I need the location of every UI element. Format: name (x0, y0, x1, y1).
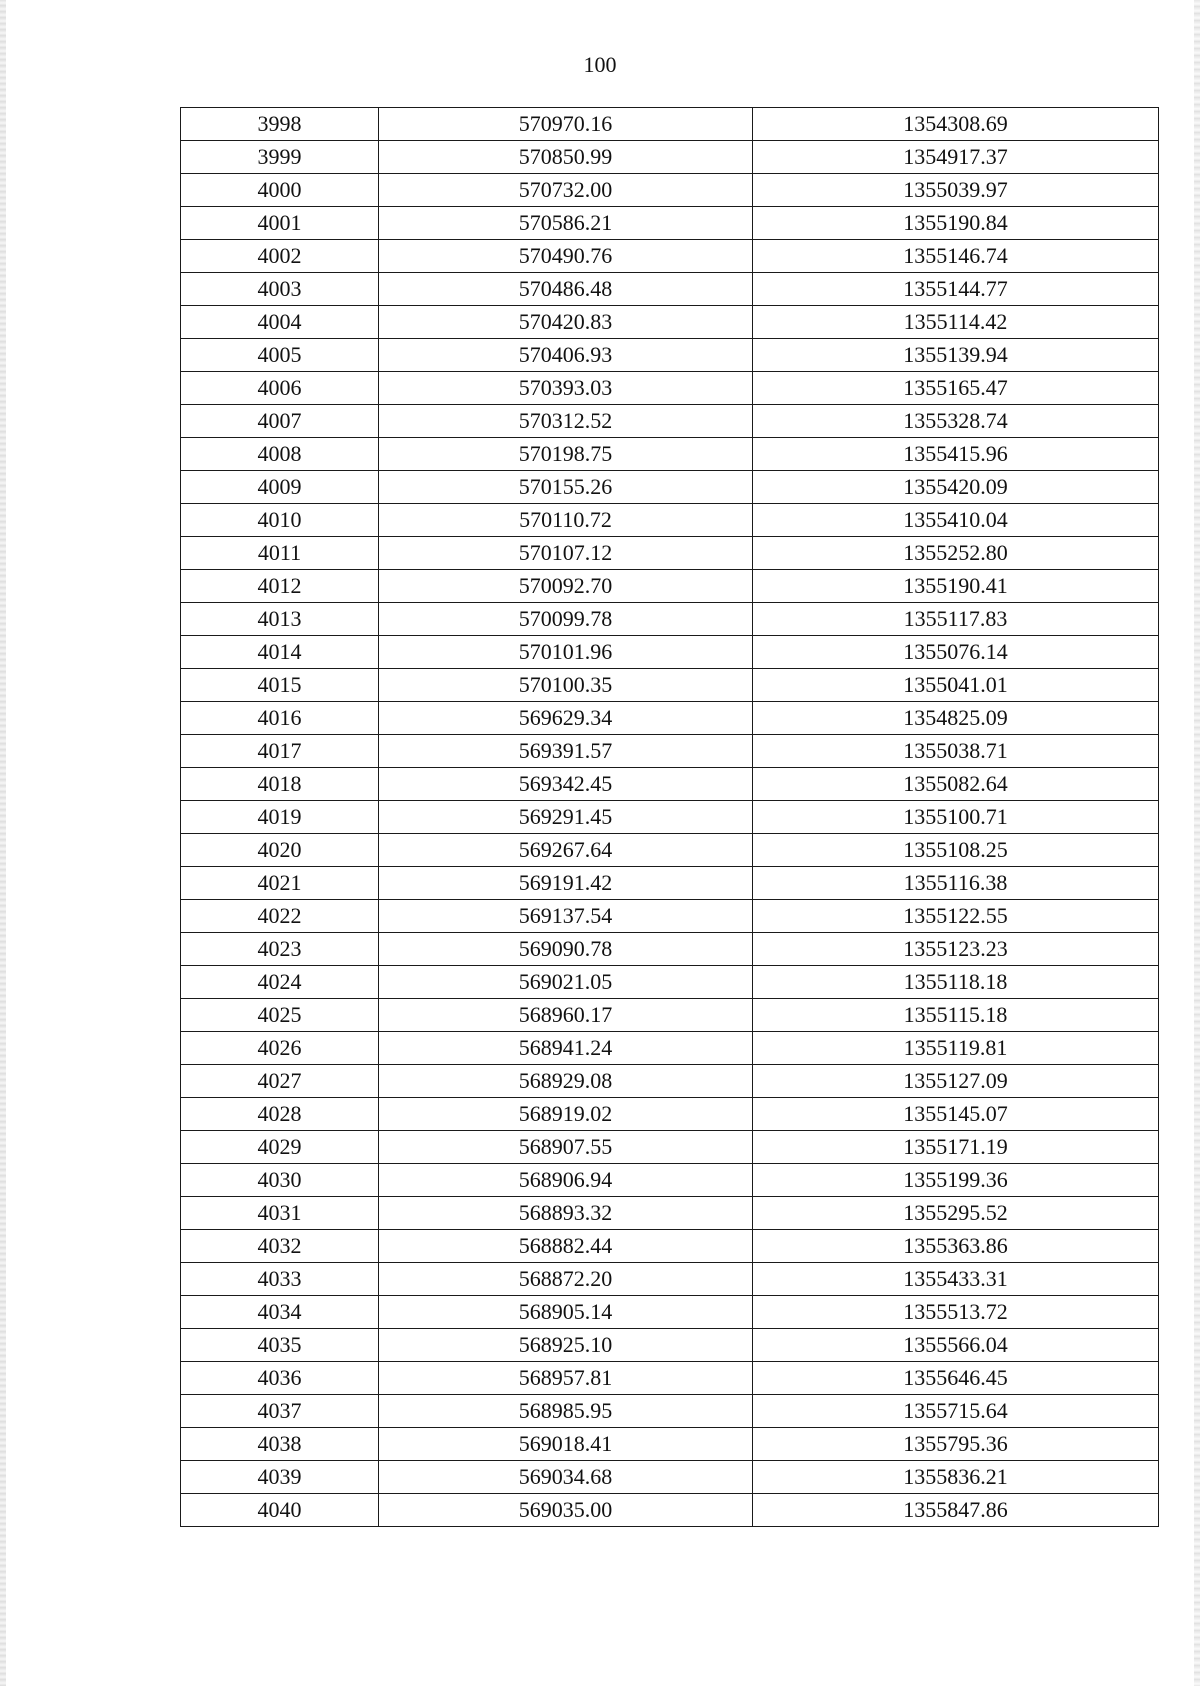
x-coordinate-cell: 569191.42 (379, 867, 753, 900)
point-id-cell: 4038 (181, 1428, 379, 1461)
table-row (181, 834, 1159, 867)
x-coordinate-cell: 568906.94 (379, 1164, 753, 1197)
point-id-cell: 4024 (181, 966, 379, 999)
y-coordinate-cell: 1355145.07 (753, 1098, 1159, 1131)
point-id-cell: 4000 (181, 174, 379, 207)
table-row (181, 306, 1159, 339)
y-coordinate-cell: 1355415.96 (753, 438, 1159, 471)
point-id-cell: 4007 (181, 405, 379, 438)
x-coordinate-cell: 570732.00 (379, 174, 753, 207)
point-id-cell: 4029 (181, 1131, 379, 1164)
point-id-cell: 4023 (181, 933, 379, 966)
point-id-cell: 4011 (181, 537, 379, 570)
table-row (181, 1362, 1159, 1395)
point-id-cell: 4027 (181, 1065, 379, 1098)
table-row (181, 471, 1159, 504)
table-row (181, 1329, 1159, 1362)
point-id-cell: 4040 (181, 1494, 379, 1527)
table-row (181, 174, 1159, 207)
y-coordinate-cell: 1355116.38 (753, 867, 1159, 900)
x-coordinate-cell: 570099.78 (379, 603, 753, 636)
coordinate-table (180, 107, 1159, 1527)
table-row (181, 273, 1159, 306)
table-row (181, 636, 1159, 669)
table-row (181, 1230, 1159, 1263)
y-coordinate-cell: 1355190.84 (753, 207, 1159, 240)
y-coordinate-cell: 1355171.19 (753, 1131, 1159, 1164)
table-row (181, 108, 1159, 141)
x-coordinate-cell: 570100.35 (379, 669, 753, 702)
table-row (181, 1461, 1159, 1494)
x-coordinate-cell: 569342.45 (379, 768, 753, 801)
x-coordinate-cell: 570420.83 (379, 306, 753, 339)
point-id-cell: 3999 (181, 141, 379, 174)
point-id-cell: 4036 (181, 1362, 379, 1395)
x-coordinate-cell: 570198.75 (379, 438, 753, 471)
y-coordinate-cell: 1355646.45 (753, 1362, 1159, 1395)
y-coordinate-cell: 1355328.74 (753, 405, 1159, 438)
x-coordinate-cell: 570586.21 (379, 207, 753, 240)
x-coordinate-cell: 569018.41 (379, 1428, 753, 1461)
point-id-cell: 4026 (181, 1032, 379, 1065)
table-row (181, 1098, 1159, 1131)
x-coordinate-cell: 568985.95 (379, 1395, 753, 1428)
table-row (181, 1032, 1159, 1065)
x-coordinate-cell: 569090.78 (379, 933, 753, 966)
x-coordinate-cell: 568925.10 (379, 1329, 753, 1362)
y-coordinate-cell: 1355115.18 (753, 999, 1159, 1032)
y-coordinate-cell: 1355715.64 (753, 1395, 1159, 1428)
y-coordinate-cell: 1354917.37 (753, 141, 1159, 174)
x-coordinate-cell: 568957.81 (379, 1362, 753, 1395)
y-coordinate-cell: 1355127.09 (753, 1065, 1159, 1098)
y-coordinate-cell: 1355513.72 (753, 1296, 1159, 1329)
table-row (181, 702, 1159, 735)
y-coordinate-cell: 1355295.52 (753, 1197, 1159, 1230)
table-row (181, 900, 1159, 933)
x-coordinate-cell: 569267.64 (379, 834, 753, 867)
x-coordinate-cell: 570092.70 (379, 570, 753, 603)
y-coordinate-cell: 1355108.25 (753, 834, 1159, 867)
y-coordinate-cell: 1355139.94 (753, 339, 1159, 372)
table-row (181, 1395, 1159, 1428)
table-row (181, 966, 1159, 999)
table-row (181, 768, 1159, 801)
point-id-cell: 4025 (181, 999, 379, 1032)
y-coordinate-cell: 1355433.31 (753, 1263, 1159, 1296)
point-id-cell: 4034 (181, 1296, 379, 1329)
table-row (181, 339, 1159, 372)
y-coordinate-cell: 1355566.04 (753, 1329, 1159, 1362)
point-id-cell: 4005 (181, 339, 379, 372)
y-coordinate-cell: 1355117.83 (753, 603, 1159, 636)
y-coordinate-cell: 1355410.04 (753, 504, 1159, 537)
x-coordinate-cell: 569034.68 (379, 1461, 753, 1494)
y-coordinate-cell: 1355363.86 (753, 1230, 1159, 1263)
table-row (181, 603, 1159, 636)
table-row (181, 669, 1159, 702)
y-coordinate-cell: 1355114.42 (753, 306, 1159, 339)
point-id-cell: 4022 (181, 900, 379, 933)
x-coordinate-cell: 568872.20 (379, 1263, 753, 1296)
y-coordinate-cell: 1355038.71 (753, 735, 1159, 768)
x-coordinate-cell: 569291.45 (379, 801, 753, 834)
table-row (181, 933, 1159, 966)
point-id-cell: 4017 (181, 735, 379, 768)
point-id-cell: 4012 (181, 570, 379, 603)
x-coordinate-cell: 568905.14 (379, 1296, 753, 1329)
point-id-cell: 4015 (181, 669, 379, 702)
table-row (181, 537, 1159, 570)
table-row (181, 867, 1159, 900)
point-id-cell: 4010 (181, 504, 379, 537)
point-id-cell: 4016 (181, 702, 379, 735)
point-id-cell: 4018 (181, 768, 379, 801)
x-coordinate-cell: 568941.24 (379, 1032, 753, 1065)
y-coordinate-cell: 1355420.09 (753, 471, 1159, 504)
x-coordinate-cell: 570850.99 (379, 141, 753, 174)
x-coordinate-cell: 568960.17 (379, 999, 753, 1032)
table-row (181, 1494, 1159, 1527)
point-id-cell: 4006 (181, 372, 379, 405)
x-coordinate-cell: 570486.48 (379, 273, 753, 306)
table-row (181, 1428, 1159, 1461)
x-coordinate-cell: 570312.52 (379, 405, 753, 438)
x-coordinate-cell: 569391.57 (379, 735, 753, 768)
y-coordinate-cell: 1355123.23 (753, 933, 1159, 966)
x-coordinate-cell: 570490.76 (379, 240, 753, 273)
point-id-cell: 4004 (181, 306, 379, 339)
y-coordinate-cell: 1355100.71 (753, 801, 1159, 834)
x-coordinate-cell: 569629.34 (379, 702, 753, 735)
y-coordinate-cell: 1355041.01 (753, 669, 1159, 702)
x-coordinate-cell: 568929.08 (379, 1065, 753, 1098)
y-coordinate-cell: 1354825.09 (753, 702, 1159, 735)
x-coordinate-cell: 568893.32 (379, 1197, 753, 1230)
y-coordinate-cell: 1355039.97 (753, 174, 1159, 207)
x-coordinate-cell: 570406.93 (379, 339, 753, 372)
x-coordinate-cell: 570970.16 (379, 108, 753, 141)
y-coordinate-cell: 1355252.80 (753, 537, 1159, 570)
point-id-cell: 4030 (181, 1164, 379, 1197)
point-id-cell: 4039 (181, 1461, 379, 1494)
x-coordinate-cell: 570107.12 (379, 537, 753, 570)
y-coordinate-cell: 1355165.47 (753, 372, 1159, 405)
y-coordinate-cell: 1355122.55 (753, 900, 1159, 933)
point-id-cell: 4008 (181, 438, 379, 471)
table-row (181, 1164, 1159, 1197)
coordinate-table-container (180, 107, 1158, 1527)
table-row (181, 372, 1159, 405)
y-coordinate-cell: 1355118.18 (753, 966, 1159, 999)
point-id-cell: 4021 (181, 867, 379, 900)
table-row (181, 405, 1159, 438)
x-coordinate-cell: 570155.26 (379, 471, 753, 504)
y-coordinate-cell: 1355190.41 (753, 570, 1159, 603)
table-row (181, 1197, 1159, 1230)
y-coordinate-cell: 1355076.14 (753, 636, 1159, 669)
y-coordinate-cell: 1355146.74 (753, 240, 1159, 273)
point-id-cell: 4009 (181, 471, 379, 504)
point-id-cell: 4032 (181, 1230, 379, 1263)
x-coordinate-cell: 570101.96 (379, 636, 753, 669)
table-row (181, 1296, 1159, 1329)
table-row (181, 504, 1159, 537)
x-coordinate-cell: 570110.72 (379, 504, 753, 537)
table-row (181, 570, 1159, 603)
point-id-cell: 4028 (181, 1098, 379, 1131)
x-coordinate-cell: 569035.00 (379, 1494, 753, 1527)
table-row (181, 801, 1159, 834)
y-coordinate-cell: 1355847.86 (753, 1494, 1159, 1527)
y-coordinate-cell: 1355144.77 (753, 273, 1159, 306)
table-row (181, 999, 1159, 1032)
point-id-cell: 3998 (181, 108, 379, 141)
table-row (181, 735, 1159, 768)
page-number: 100 (583, 52, 617, 77)
table-row (181, 141, 1159, 174)
point-id-cell: 4031 (181, 1197, 379, 1230)
point-id-cell: 4019 (181, 801, 379, 834)
table-row (181, 1065, 1159, 1098)
x-coordinate-cell: 570393.03 (379, 372, 753, 405)
y-coordinate-cell: 1355836.21 (753, 1461, 1159, 1494)
point-id-cell: 4002 (181, 240, 379, 273)
y-coordinate-cell: 1354308.69 (753, 108, 1159, 141)
point-id-cell: 4033 (181, 1263, 379, 1296)
x-coordinate-cell: 569021.05 (379, 966, 753, 999)
x-coordinate-cell: 569137.54 (379, 900, 753, 933)
coordinate-table-body (181, 108, 1159, 1527)
point-id-cell: 4035 (181, 1329, 379, 1362)
scan-edge-right (1194, 0, 1200, 1686)
point-id-cell: 4001 (181, 207, 379, 240)
y-coordinate-cell: 1355199.36 (753, 1164, 1159, 1197)
scan-edge-left (0, 0, 6, 1686)
point-id-cell: 4003 (181, 273, 379, 306)
table-row (181, 1263, 1159, 1296)
table-row (181, 240, 1159, 273)
y-coordinate-cell: 1355082.64 (753, 768, 1159, 801)
table-row (181, 207, 1159, 240)
y-coordinate-cell: 1355119.81 (753, 1032, 1159, 1065)
table-row (181, 438, 1159, 471)
x-coordinate-cell: 568882.44 (379, 1230, 753, 1263)
point-id-cell: 4013 (181, 603, 379, 636)
x-coordinate-cell: 568907.55 (379, 1131, 753, 1164)
point-id-cell: 4037 (181, 1395, 379, 1428)
y-coordinate-cell: 1355795.36 (753, 1428, 1159, 1461)
table-row (181, 1131, 1159, 1164)
point-id-cell: 4014 (181, 636, 379, 669)
point-id-cell: 4020 (181, 834, 379, 867)
x-coordinate-cell: 568919.02 (379, 1098, 753, 1131)
